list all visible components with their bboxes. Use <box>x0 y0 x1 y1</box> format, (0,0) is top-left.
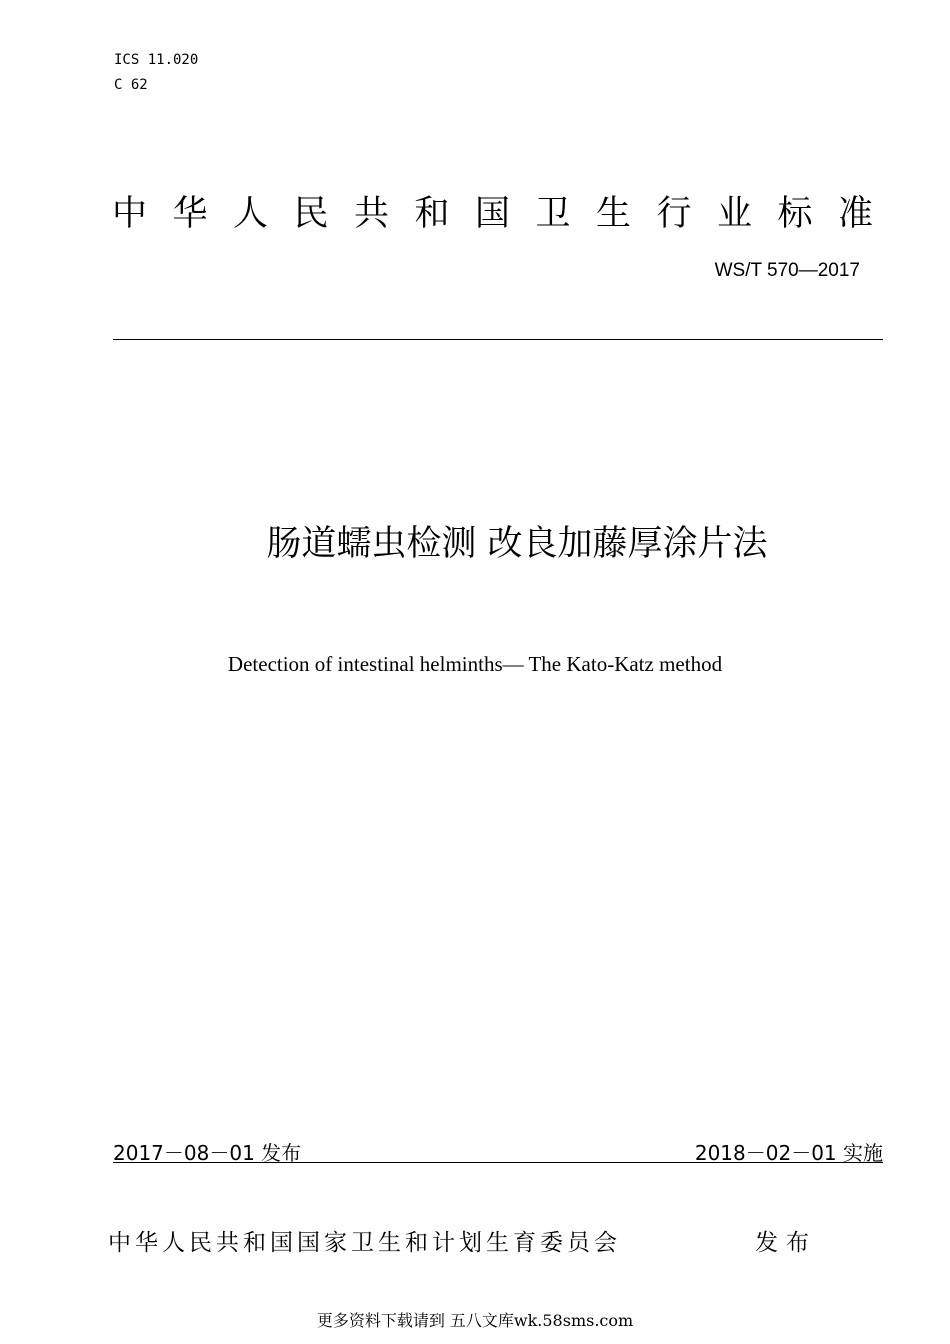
issuing-authority: 中华人民共和国国家卫生和计划生育委员会 <box>108 1230 621 1256</box>
top-divider <box>113 339 883 340</box>
standard-number: WS/T 570—2017 <box>714 260 860 281</box>
issue-label: 发布 <box>755 1230 817 1256</box>
ccs-code: C 62 <box>114 77 148 93</box>
english-title: Detection of intestinal helminths— The Kato-Katz method <box>227 652 723 676</box>
standard-category-heading: 中华人民共和国卫生行业标准 <box>112 194 899 234</box>
classification-codes <box>114 48 198 98</box>
ics-code: ICS 11.020 <box>114 52 199 68</box>
issue-date: 2017－08－01 发布 <box>113 1141 302 1165</box>
download-footer: 更多资料下载请到 五八文库wk.58sms.com <box>316 1311 634 1330</box>
effective-date: 2018－02－01 实施 <box>694 1141 883 1165</box>
chinese-title: 肠道蠕虫检测 改良加藤厚涂片法 <box>266 524 768 564</box>
bottom-divider <box>113 1162 883 1163</box>
